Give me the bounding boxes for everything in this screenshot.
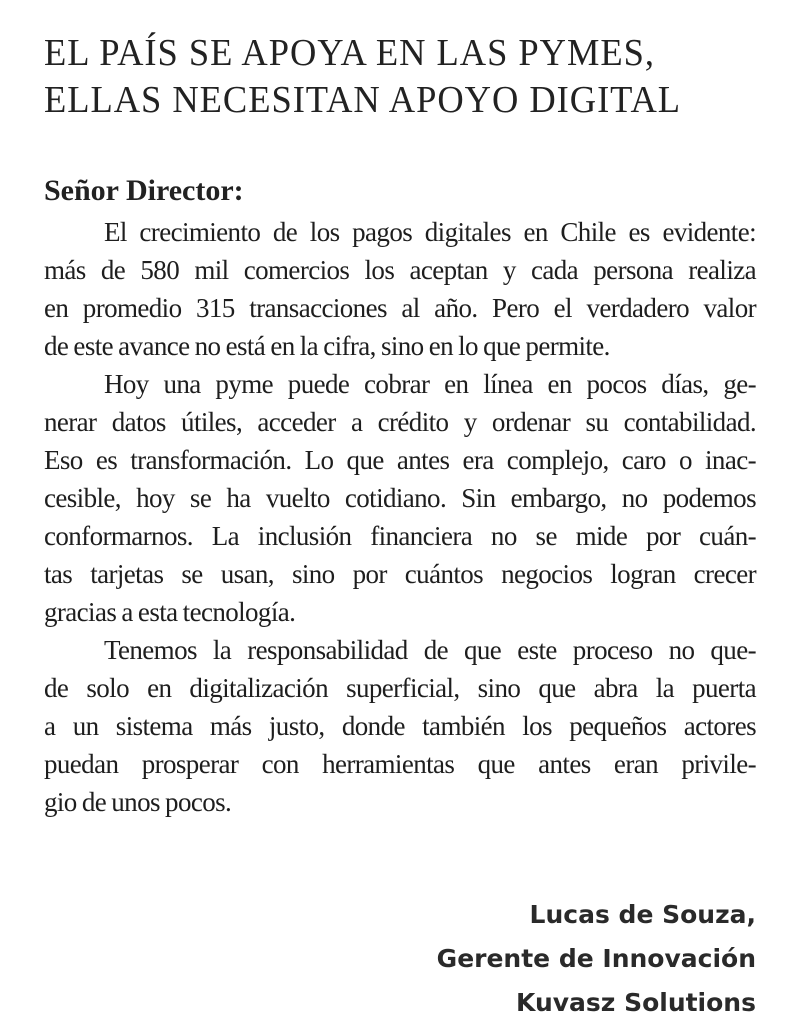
signature-block (437, 893, 756, 1025)
signature-company: Kuvasz Solutions (516, 988, 756, 1017)
salutation: Señor Director: (44, 174, 244, 207)
signature-title: Gerente de Innovación (436, 944, 756, 973)
headline-line-1: EL PAÍS SE APOYA EN LAS PYMES, (44, 32, 655, 74)
paragraph-1 (44, 213, 756, 365)
paragraph-line: Hoy una pyme puede cobrar en línea en pocos días, ge- (104, 369, 756, 399)
letter-body (44, 213, 756, 821)
paragraph-line: Eso es transformación. Lo que antes era complejo, caro o inac- (44, 445, 756, 475)
paragraph-line: tas tarjetas se usan, sino por cuántos negocios logran crecer (44, 559, 756, 589)
paragraph-line: a un sistema más justo, donde también los pequeños actores (44, 711, 756, 741)
paragraph-line: de solo en digitalización superficial, sino que abra la puerta (44, 673, 756, 703)
paragraph-line: gracias a esta tecnología. (44, 597, 296, 627)
paragraph-line: cesible, hoy se ha vuelto cotidiano. Sin embargo, no podemos (44, 483, 756, 513)
paragraph-line: Tenemos la responsabilidad de que este proceso no que- (104, 635, 756, 665)
paragraph-line: más de 580 mil comercios los aceptan y cada persona realiza (44, 255, 756, 285)
paragraph-line: nerar datos útiles, acceder a crédito y ordenar su contabilidad. (44, 407, 756, 437)
paragraph-line: El crecimiento de los pagos digitales en Chile es evidente: (104, 217, 756, 247)
signature-name: Lucas de Souza, (529, 900, 756, 929)
headline-line-2: ELLAS NECESITAN APOYO DIGITAL (44, 79, 682, 121)
paragraph-3 (44, 631, 756, 821)
paragraph-line: gio de unos pocos. (44, 787, 232, 817)
paragraph-line: en promedio 315 transacciones al año. Pero el verdadero valor (44, 293, 756, 323)
paragraph-line: conformarnos. La inclusión financiera no se mide por cuán- (44, 521, 756, 551)
headline (44, 30, 735, 124)
paragraph-2 (44, 365, 756, 631)
paragraph-line: de este avance no está en la cifra, sino en lo que permite. (44, 331, 610, 361)
paragraph-line: puedan prosperar con herramientas que antes eran privile- (44, 749, 756, 779)
